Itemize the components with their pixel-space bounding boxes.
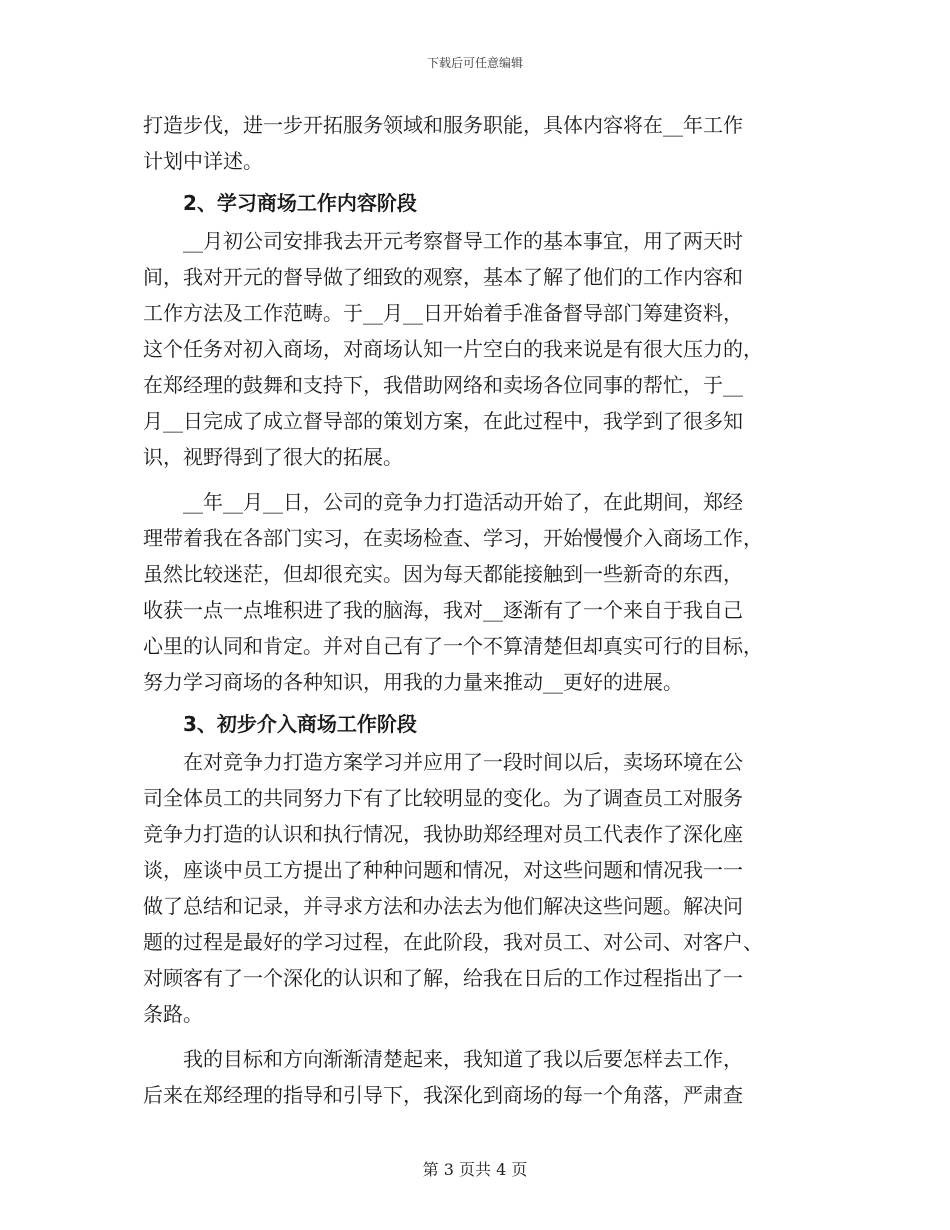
body-line: 题的过程是最好的学习过程，在此阶段，我对员工、对公司、对客户、 [143,930,763,954]
body-line: 竞争力打造的认识和执行情况，我协助郑经理对员工代表作了深化座 [143,822,743,846]
body-line: 谈，座谈中员工方提出了种种问题和情况，对这些问题和情况我一一 [143,858,743,882]
body-line: 间，我对开元的督导做了细致的观察，基本了解了他们的工作内容和 [143,265,743,289]
body-line: 我的目标和方向渐渐清楚起来，我知道了我以后要怎样去工作， [183,1047,743,1071]
body-line: 对顾客有了一个深化的认识和了解，给我在日后的工作过程指出了一 [143,966,743,990]
document-body [143,107,813,1113]
section-heading-2: 2、学习商场工作内容阶段 [183,191,417,215]
page-header: 下载后可任意编辑 [426,56,523,70]
body-line: __年__月__日，公司的竞争力打造活动开始了，在此期间，郑经 [183,490,743,514]
body-line: 司全体员工的共同努力下有了比较明显的变化。为了调查员工对服务 [143,786,743,810]
body-line: 后来在郑经理的指导和引导下，我深化到商场的每一个角落，严肃查 [143,1083,743,1107]
body-line: 心里的认同和肯定。并对自己有了一个不算清楚但却真实可行的目标， [143,634,763,658]
body-line: 识，视野得到了很大的拓展。 [143,445,403,469]
body-line: 这个任务对初入商场，对商场认知一片空白的我来说是有很大压力的， [143,337,763,361]
body-line: __月初公司安排我去开元考察督导工作的基本事宜，用了两天时 [183,229,743,253]
page-footer: 第 3 页共 4 页 [422,1160,528,1179]
body-line: 打造步伐，进一步开拓服务领域和服务职能，具体内容将在__年工作 [143,113,743,137]
body-line: 做了总结和记录，并寻求方法和办法去为他们解决这些问题。解决问 [143,894,743,918]
body-line: 努力学习商场的各种知识，用我的力量来推动__更好的进展。 [143,670,683,694]
body-line: 在对竞争力打造方案学习并应用了一段时间以后，卖场环境在公 [183,750,743,774]
section-heading-3: 3、初步介入商场工作阶段 [183,712,417,736]
body-line: 计划中详述。 [143,149,263,173]
body-line: 虽然比较迷茫，但却很充实。因为每天都能接触到一些新奇的东西， [143,562,743,586]
body-line: 条路。 [143,1002,203,1026]
body-line: 在郑经理的鼓舞和支持下，我借助网络和卖场各位同事的帮忙，于__ [143,373,743,397]
body-line: 收获一点一点堆积进了我的脑海，我对__逐渐有了一个来自于我自己 [143,598,743,622]
body-line: 月__日完成了成立督导部的策划方案，在此过程中，我学到了很多知 [143,409,743,433]
body-line: 理带着我在各部门实习，在卖场检查、学习，开始慢慢介入商场工作， [143,526,763,550]
body-line: 工作方法及工作范畴。于__月__日开始着手准备督导部门筹建资料， [143,301,743,325]
